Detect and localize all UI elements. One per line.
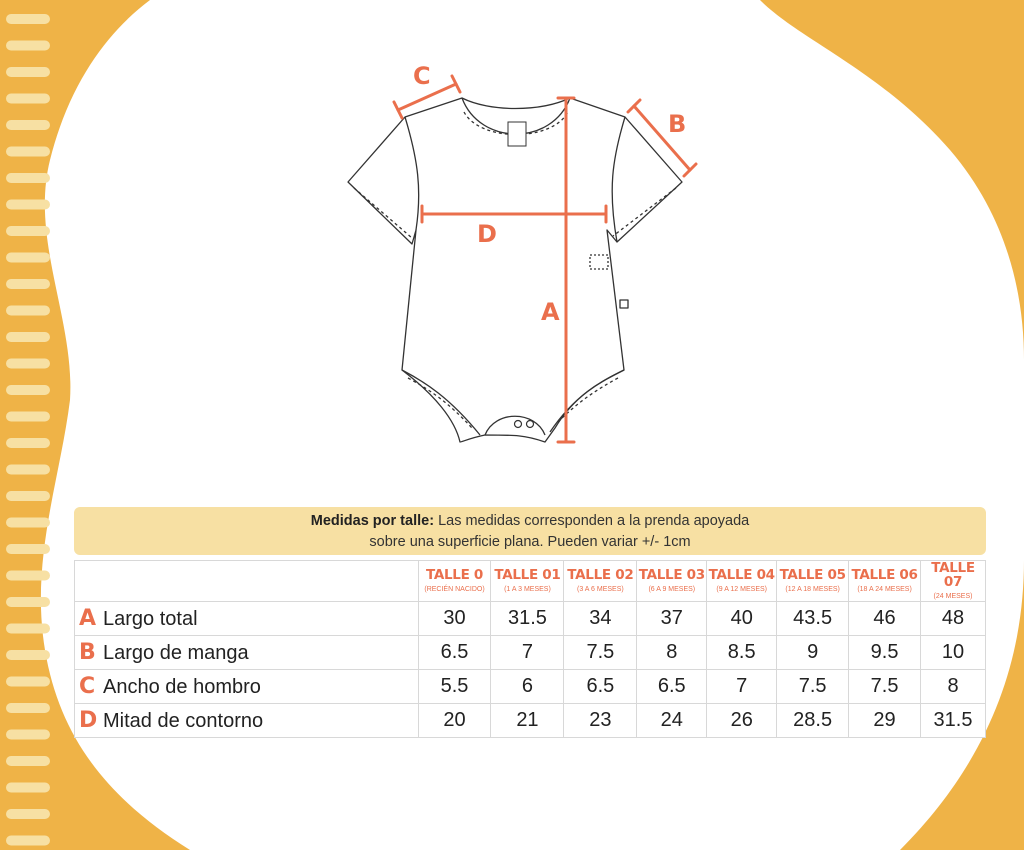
- note-title: Medidas por talle:: [310, 513, 435, 529]
- table-cell: 6.5: [418, 636, 491, 670]
- table-cell: 31.5: [491, 602, 564, 636]
- note-line1: Las medidas corresponden a la prenda apoyada: [438, 513, 750, 529]
- table-row: [75, 636, 986, 670]
- stripe: [6, 730, 50, 740]
- table-cell: 8: [921, 670, 986, 704]
- header-talle-03: TALLE 03 (6 A 9 MESES): [637, 561, 707, 602]
- label-d: D: [477, 220, 497, 248]
- label-a: A: [541, 298, 560, 326]
- stripe: [6, 41, 50, 51]
- table-cell: 34: [564, 602, 637, 636]
- table-cell: 24: [637, 704, 707, 738]
- header-talle-06: TALLE 06 (18 A 24 MESES): [849, 561, 921, 602]
- stripe: [6, 94, 50, 104]
- row-label: A Largo total: [75, 602, 419, 636]
- label-b: B: [668, 110, 687, 138]
- header-talle-02: TALLE 02 (3 A 6 MESES): [564, 561, 637, 602]
- stripe: [6, 809, 50, 819]
- table-cell: 37: [637, 602, 707, 636]
- stripe: [6, 147, 50, 157]
- stripe: [6, 253, 50, 263]
- label-c: C: [413, 62, 431, 90]
- table-cell: 9.5: [849, 636, 921, 670]
- table-cell: 7.5: [849, 670, 921, 704]
- table-cell: 48: [921, 602, 986, 636]
- header-talle-07: TALLE 07 (24 MESES): [921, 561, 986, 602]
- row-label: D Mitad de contorno: [75, 704, 419, 738]
- table-header-row: [75, 561, 986, 602]
- stripe: [6, 412, 50, 422]
- table-cell: 26: [707, 704, 777, 738]
- bodysuit-outline: [348, 98, 682, 442]
- table-cell: 6: [491, 670, 564, 704]
- row-letter: B: [79, 640, 96, 665]
- table-cell: 20: [418, 704, 491, 738]
- size-note: [74, 507, 986, 555]
- stripe: [6, 677, 50, 687]
- table-cell: 6.5: [637, 670, 707, 704]
- row-label: B Largo de manga: [75, 636, 419, 670]
- stripe: [6, 120, 50, 130]
- decorative-stripes: [0, 0, 60, 850]
- table-cell: 21: [491, 704, 564, 738]
- stripe: [6, 279, 50, 289]
- stripe: [6, 544, 50, 554]
- stripe: [6, 67, 50, 77]
- stripe: [6, 756, 50, 766]
- table-row: [75, 704, 986, 738]
- stripe: [6, 173, 50, 183]
- table-cell: 7: [707, 670, 777, 704]
- table-cell: 10: [921, 636, 986, 670]
- stripe: [6, 703, 50, 713]
- table-cell: 29: [849, 704, 921, 738]
- row-letter: A: [79, 606, 97, 631]
- table-cell: 28.5: [777, 704, 849, 738]
- stripe: [6, 597, 50, 607]
- table-cell: 46: [849, 602, 921, 636]
- table-cell: 5.5: [418, 670, 491, 704]
- stripe: [6, 518, 50, 528]
- table-cell: 6.5: [564, 670, 637, 704]
- table-row: [75, 670, 986, 704]
- stripe: [6, 836, 50, 846]
- table-row: [75, 602, 986, 636]
- stripe: [6, 571, 50, 581]
- table-cell: 9: [777, 636, 849, 670]
- header-talle-0: TALLE 0 (RECIÉN NACIDO): [418, 561, 491, 602]
- stripe: [6, 14, 50, 24]
- stripe: [6, 650, 50, 660]
- header-talle-05: TALLE 05 (12 A 18 MESES): [777, 561, 849, 602]
- table-cell: 8.5: [707, 636, 777, 670]
- table-cell: 23: [564, 704, 637, 738]
- stripe: [6, 332, 50, 342]
- stripe: [6, 783, 50, 793]
- stripe: [6, 491, 50, 501]
- table-cell: 7.5: [564, 636, 637, 670]
- row-letter: D: [79, 708, 98, 733]
- row-label: C Ancho de hombro: [75, 670, 419, 704]
- stripe: [6, 359, 50, 369]
- table-cell: 40: [707, 602, 777, 636]
- note-line2: sobre una superficie plana. Pueden variar +/- 1cm: [369, 534, 691, 550]
- size-table: [74, 560, 986, 738]
- bodysuit-diagram: [330, 50, 710, 460]
- stripe: [6, 385, 50, 395]
- table-cell: 43.5: [777, 602, 849, 636]
- table-cell: 30: [418, 602, 491, 636]
- header-talle-01: TALLE 01 (1 A 3 MESES): [491, 561, 564, 602]
- stripe: [6, 465, 50, 475]
- stripe: [6, 226, 50, 236]
- header-talle-04: TALLE 04 (9 A 12 MESES): [707, 561, 777, 602]
- header-empty: [75, 561, 419, 602]
- table-cell: 7: [491, 636, 564, 670]
- table-cell: 8: [637, 636, 707, 670]
- stripe: [6, 306, 50, 316]
- row-letter: C: [79, 674, 96, 699]
- table-cell: 31.5: [921, 704, 986, 738]
- stripe: [6, 438, 50, 448]
- stripe: [6, 624, 50, 634]
- table-cell: 7.5: [777, 670, 849, 704]
- stripe: [6, 200, 50, 210]
